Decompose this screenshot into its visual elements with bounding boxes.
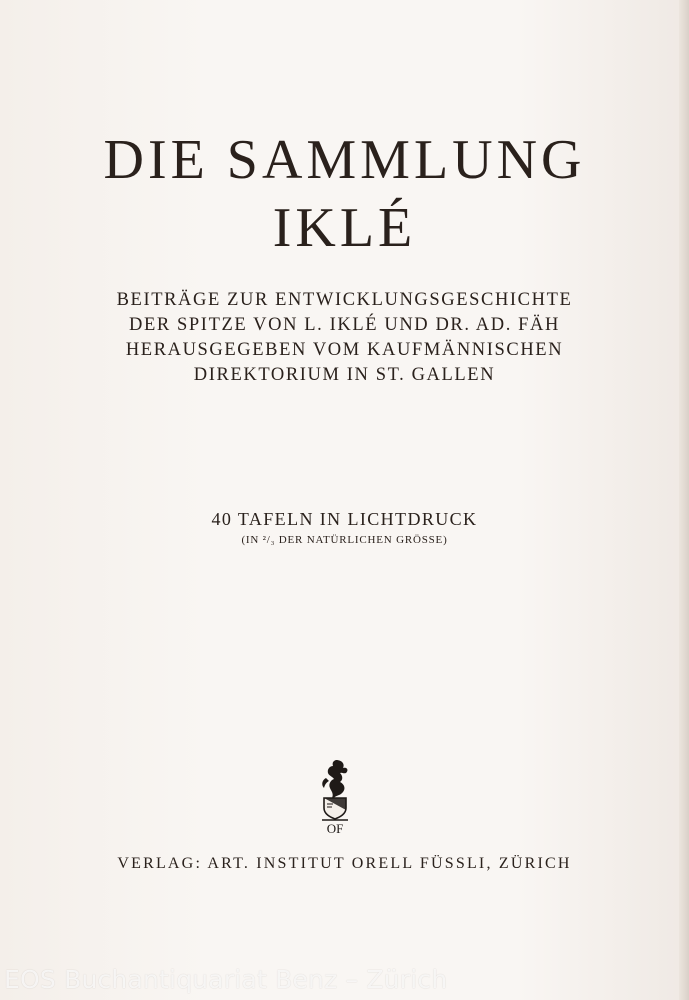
plates-label: 40 TAFELN IN LICHTDRUCK <box>211 509 478 529</box>
page-title-line-2: IKLÉ <box>272 197 417 259</box>
watermark: EOS Buchantiquariat Benz – Zürich <box>4 965 448 994</box>
subtitle-line-3: HERAUSGEGEBEN VOM KAUFMÄNNISCHEN <box>125 340 564 360</box>
subtitle-line-4: DIREKTORIUM IN ST. GALLEN <box>193 365 496 385</box>
plates-note: (IN ²/₃ DER NATÜRLICHEN GRÖSSE) <box>241 534 448 546</box>
subtitle-line-2: DER SPITZE VON L. IKLÉ UND DR. AD. FÄH <box>129 315 560 335</box>
publisher-monogram: OF <box>326 821 344 836</box>
griffin-printer-mark-icon <box>312 758 358 836</box>
publisher-line: VERLAG: ART. INSTITUT ORELL FÜSSLI, ZÜRICH <box>117 855 572 872</box>
page-title-line-1: DIE SAMMLUNG <box>103 129 586 191</box>
subtitle-line-1: BEITRÄGE ZUR ENTWICKLUNGSGESCHICHTE <box>116 290 573 310</box>
